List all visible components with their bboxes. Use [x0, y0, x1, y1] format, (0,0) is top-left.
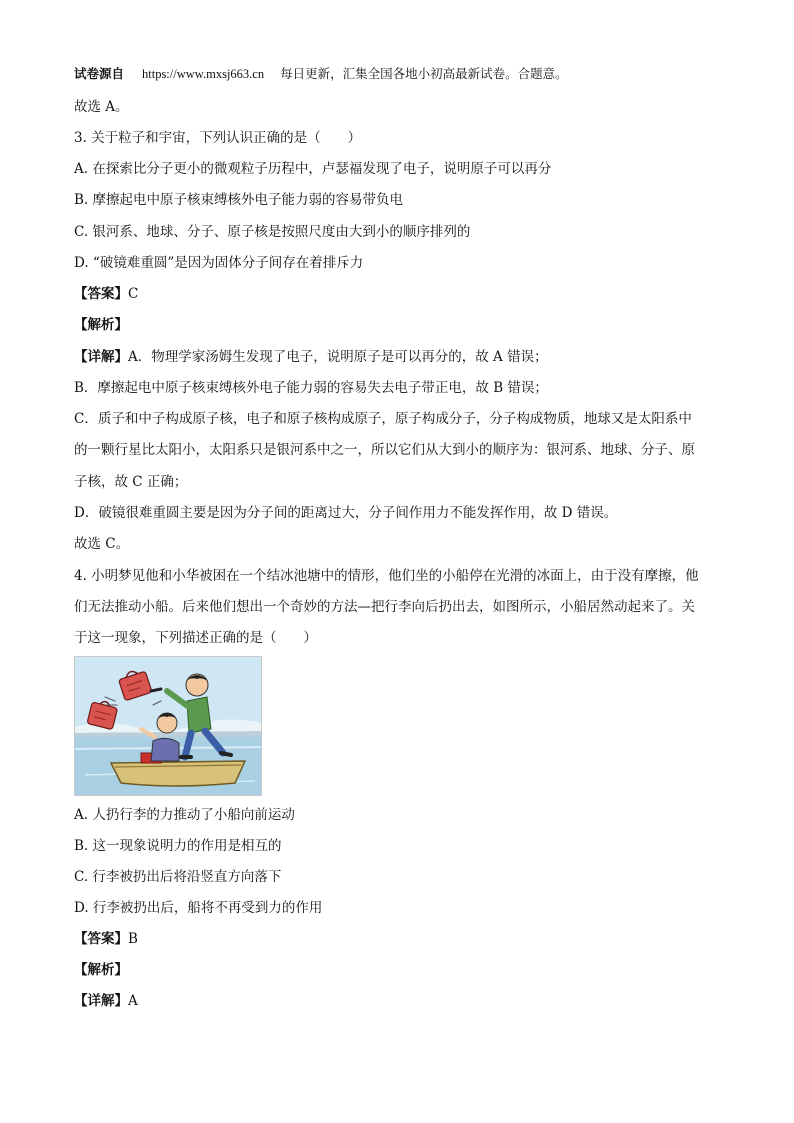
boat-illustration [74, 656, 262, 796]
q3-analysis-label: 【解析】 [74, 317, 128, 333]
q3-detail-3: C．质子和中子构成原子核，电子和原子核构成原子，原子构成分子，分子构成物质，地球又是太阳系中 [74, 411, 692, 427]
q4-option-a: A. 人扔行李的力推动了小船向前运动 [74, 807, 295, 823]
q4-option-c: C. 行李被扔出后将沿竖直方向落下 [74, 869, 282, 885]
q3-conclusion: 故选 C。 [74, 536, 130, 552]
q4-answer-value: B [128, 931, 138, 947]
prev-conclusion: 故选 A。 [74, 99, 129, 115]
q3-option-d: D. “破镜难重圆”是因为固体分子间存在着排斥力 [74, 255, 364, 271]
q3-option-a: A. 在探索比分子更小的微观粒子历程中，卢瑟福发现了电子，说明原子可以再分 [74, 161, 552, 177]
q3-option-c: C. 银河系、地球、分子、原子核是按照尺度由大到小的顺序排列的 [74, 224, 471, 240]
q4-detail-label: 【详解】 [74, 993, 128, 1009]
boat-scene-icon [75, 657, 262, 796]
q3-detail-5: 子核，故 C 正确； [74, 474, 188, 490]
q4-stem-2: 们无法推动小船。后来他们想出一个奇妙的方法—把行李向后扔出去，如图所示，小船居然动起来了。关 [74, 599, 695, 615]
q3-detail-1 [74, 347, 548, 367]
q4-option-b: B. 这一现象说明力的作用是相互的 [74, 838, 282, 854]
q3-answer-value: C [128, 286, 139, 302]
q3-detail-6: D．破镜很难重圆主要是因为分子间的距离过大，分子间作用力不能发挥作用，故 D 错误。 [74, 505, 618, 521]
q3-answer-label: 【答案】 [74, 286, 128, 302]
q4-stem-3: 于这一现象，下列描述正确的是（ ） [74, 630, 317, 646]
q3-detail-text-1: A．物理学家汤姆生发现了电子，说明原子是可以再分的，故 A 错误； [128, 349, 548, 365]
q4-answer [74, 929, 138, 949]
q3-option-b: B. 摩擦起电中原子核束缚核外电子能力弱的容易带负电 [74, 192, 404, 208]
q4-detail-1 [74, 991, 138, 1011]
q4-option-d: D. 行李被扔出后，船将不再受到力的作用 [74, 900, 323, 916]
q3-detail-4: 的一颗行星比太阳小，太阳系只是银河系中之一，所以它们从大到小的顺序为：银河系、地球、分子、原 [74, 442, 695, 458]
q3-detail-2: B．摩擦起电中原子核束缚核外电子能力弱的容易失去电子带正电，故 B 错误； [74, 380, 548, 396]
header-tagline: 每日更新，汇集全国各地小初高最新试卷。合题意。 [280, 66, 568, 81]
q3-detail-label: 【详解】 [74, 349, 128, 365]
q3-stem: 3. 关于粒子和宇宙，下列认识正确的是（ ） [74, 130, 362, 146]
q3-answer [74, 284, 138, 304]
header-brand: 试卷源自 [74, 66, 125, 81]
q4-answer-label: 【答案】 [74, 931, 128, 947]
q4-detail-text-1: A [128, 993, 138, 1009]
page-header [74, 64, 568, 84]
header-url[interactable]: https://www.mxsj663.cn [142, 67, 265, 81]
q4-analysis-label: 【解析】 [74, 962, 128, 978]
q4-stem-1: 4. 小明梦见他和小华被困在一个结冰池塘中的情形，他们坐的小船停在光滑的冰面上，由于没有摩擦，他 [74, 568, 699, 584]
